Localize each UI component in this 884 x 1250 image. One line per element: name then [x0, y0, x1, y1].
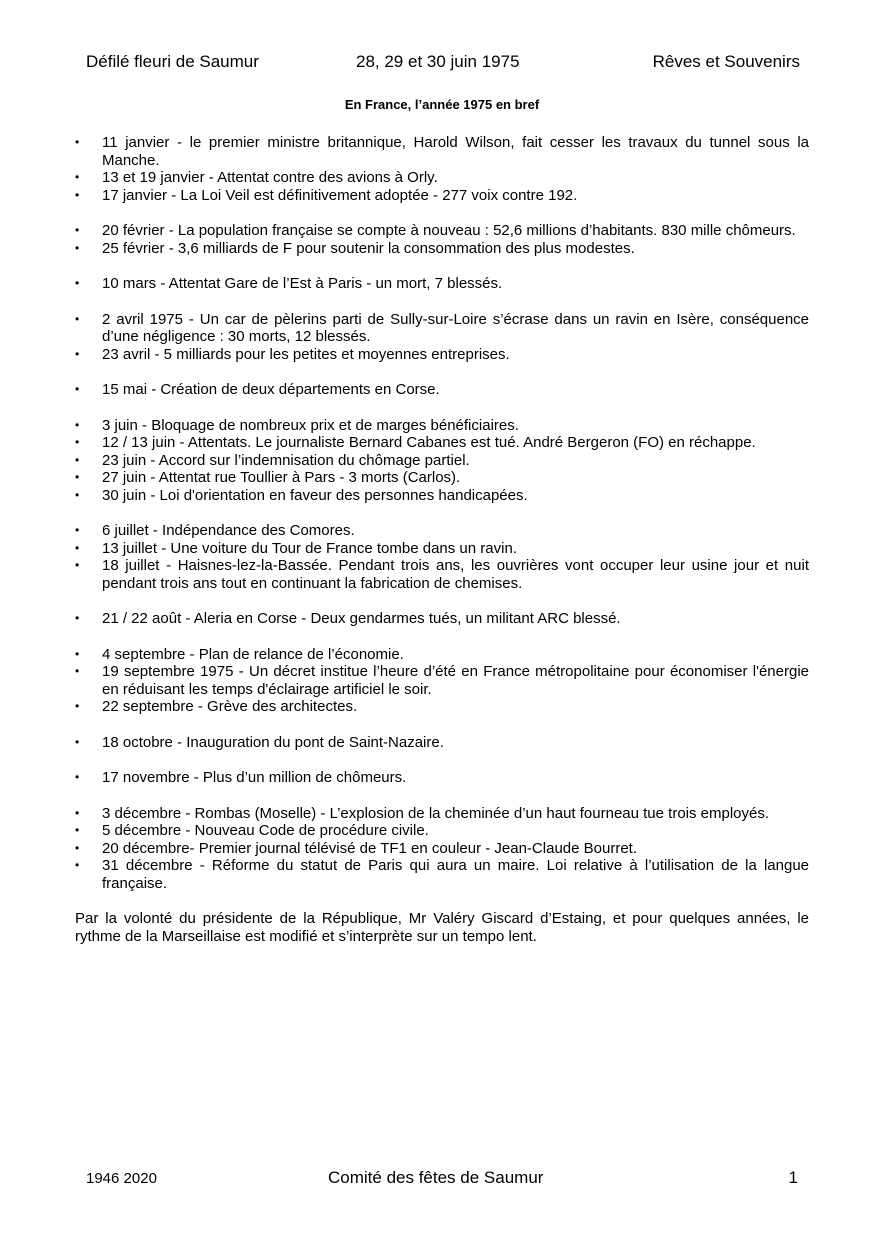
events-content [75, 134, 809, 945]
events-list [75, 134, 809, 892]
event-item: • 23 avril - 5 milliards pour les petites et moyennes entreprises. [75, 346, 809, 364]
page-header [86, 52, 800, 76]
event-item: • 3 juin - Bloquage de nombreux prix et de marges bénéficiaires. [75, 417, 809, 435]
event-item: • 20 février - La population française se compte à nouveau : 52,6 millions d’habitants. 830 mille chômeurs. [75, 222, 809, 240]
event-item: • 22 septembre - Grève des architectes. [75, 698, 809, 716]
event-item: • 10 mars - Attentat Gare de l’Est à Paris - un mort, 7 blessés. [75, 275, 809, 293]
event-group [75, 646, 809, 716]
footer-organization: Comité des fêtes de Saumur [328, 1168, 544, 1187]
event-group [75, 311, 809, 364]
event-item: • 18 octobre - Inauguration du pont de Saint-Nazaire. [75, 734, 809, 752]
event-group [75, 417, 809, 505]
event-group [75, 610, 809, 628]
header-right: Rêves et Souvenirs [652, 52, 800, 71]
page-title: En France, l’année 1975 en bref [344, 97, 540, 112]
event-item: • 13 juillet - Une voiture du Tour de France tombe dans un ravin. [75, 540, 809, 558]
event-item: • 20 décembre- Premier journal télévisé de TF1 en couleur - Jean-Claude Bourret. [75, 840, 809, 858]
event-item: • 21 / 22 août - Aleria en Corse - Deux gendarmes tués, un militant ARC blessé. [75, 610, 809, 628]
event-group [75, 769, 809, 787]
event-group [75, 222, 809, 257]
event-item: • 3 décembre - Rombas (Moselle) - L’explosion de la cheminée d’un haut fourneau tue trois employés. [75, 805, 809, 823]
page-number: 1 [788, 1168, 798, 1187]
event-group [75, 134, 809, 204]
event-group [75, 381, 809, 399]
footer-years: 1946 2020 [86, 1170, 157, 1187]
event-group [75, 275, 809, 293]
event-item: • 30 juin - Loi d'orientation en faveur des personnes handicapées. [75, 487, 809, 505]
event-item: • 27 juin - Attentat rue Toullier à Pars - 3 morts (Carlos). [75, 469, 809, 487]
event-group [75, 805, 809, 893]
event-item: • 17 novembre - Plus d’un million de chômeurs. [75, 769, 809, 787]
event-item: • 4 septembre - Plan de relance de l’économie. [75, 646, 809, 664]
event-item: • 12 / 13 juin - Attentats. Le journaliste Bernard Cabanes est tué. André Bergeron (FO) en réchappe. [75, 434, 809, 452]
event-item: • 6 juillet - Indépendance des Comores. [75, 522, 809, 540]
event-item: • 15 mai - Création de deux départements en Corse. [75, 381, 809, 399]
header-center: 28, 29 et 30 juin 1975 [356, 52, 520, 71]
event-item: • 17 janvier - La Loi Veil est définitivement adoptée - 277 voix contre 192. [75, 187, 809, 205]
page-footer [86, 1168, 800, 1190]
event-group [75, 734, 809, 752]
event-item: • 11 janvier - le premier ministre britannique, Harold Wilson, fait cesser les travaux du tunnel sous la Manche. [75, 134, 809, 169]
closing-paragraph: Par la volonté du présidente de la République, Mr Valéry Giscard d’Estaing, et pour quelques années, le rythme de la Marseillaise est modifié et s’interprète sur un tempo lent. [75, 910, 809, 945]
event-item: • 19 septembre 1975 - Un décret institue l’heure d’été en France métropolitaine pour économiser l'énergie en réduisant les temps d'éclairage artificiel le soir. [75, 663, 809, 698]
event-item: • 2 avril 1975 - Un car de pèlerins parti de Sully-sur-Loire s’écrase dans un ravin en Isère, conséquence d’une négligence : 30 morts, 12 blessés. [75, 311, 809, 346]
event-item: • 5 décembre - Nouveau Code de procédure civile. [75, 822, 809, 840]
event-item: • 25 février - 3,6 milliards de F pour soutenir la consommation des plus modestes. [75, 240, 809, 258]
event-item: • 31 décembre - Réforme du statut de Paris qui aura un maire. Loi relative à l’utilisation de la langue française. [75, 857, 809, 892]
event-group [75, 522, 809, 592]
header-left: Défilé fleuri de Saumur [86, 52, 259, 71]
event-item: • 23 juin - Accord sur l’indemnisation du chômage partiel. [75, 452, 809, 470]
event-item: • 13 et 19 janvier - Attentat contre des avions à Orly. [75, 169, 809, 187]
event-item: • 18 juillet - Haisnes-lez-la-Bassée. Pendant trois ans, les ouvrières vont occuper leur usine jour et nuit pendant trois ans tout en continuant la fabrication de chemises. [75, 557, 809, 592]
